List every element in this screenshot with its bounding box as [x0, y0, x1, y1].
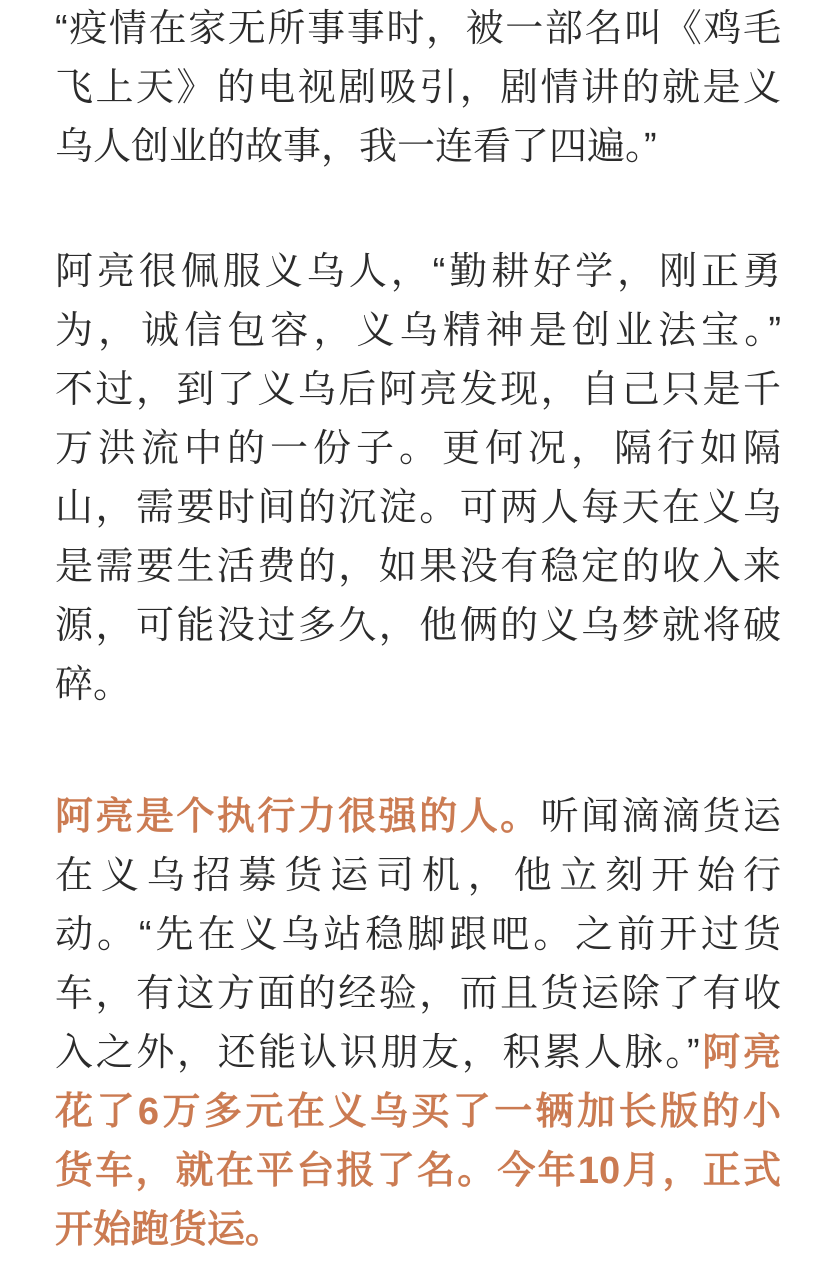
text-line — [55, 538, 781, 597]
text-line — [55, 479, 781, 538]
highlighted-text: 阿亮 — [699, 1032, 781, 1074]
text-line — [55, 302, 781, 361]
text-segment: “疫情在家无所事事时，被一部名叫《鸡毛 — [55, 8, 781, 50]
text-line — [55, 1142, 781, 1201]
text-line — [55, 0, 781, 59]
text-segment: 为，诚信包容，义乌精神是创业法宝。” — [55, 310, 781, 352]
text-line — [55, 420, 781, 479]
text-segment: 入之外，还能认识朋友，积累人脉。” — [55, 1032, 700, 1074]
text-segment: 听闻滴滴货运 — [540, 796, 781, 838]
text-line — [55, 597, 781, 656]
text-segment: 在义乌招募货运司机，他立刻开始行 — [55, 855, 781, 897]
highlighted-text: 开始跑货运。 — [55, 1209, 284, 1251]
paragraph — [55, 788, 781, 1260]
text-segment: 动。“先在义乌站稳脚跟吧。之前开过货 — [55, 914, 781, 956]
text-segment: 源，可能没过多久，他俩的义乌梦就将破 — [55, 605, 781, 647]
text-line — [55, 1083, 781, 1142]
text-segment: 飞上天》的电视剧吸引，剧情讲的就是义 — [55, 67, 781, 109]
highlighted-text: 阿亮是个执行力很强的人。 — [55, 796, 541, 838]
text-line — [55, 1201, 781, 1260]
text-segment: 山，需要时间的沉淀。可两人每天在义乌 — [55, 487, 781, 529]
text-segment: 万洪流中的一份子。更何况，隔行如隔 — [55, 428, 781, 470]
text-line — [55, 118, 781, 177]
text-line — [55, 656, 781, 715]
text-line — [55, 361, 781, 420]
text-segment: 乌人创业的故事，我一连看了四遍。” — [55, 126, 657, 168]
text-line — [55, 59, 781, 118]
text-segment: 不过，到了义乌后阿亮发现，自己只是千 — [55, 369, 781, 411]
text-line — [55, 847, 781, 906]
text-segment: 碎。 — [55, 664, 132, 706]
text-line — [55, 243, 781, 302]
text-line — [55, 788, 781, 847]
text-line — [55, 1024, 781, 1083]
text-segment: 车，有这方面的经验，而且货运除了有收 — [55, 973, 781, 1015]
text-line — [55, 965, 781, 1024]
highlighted-text: 货车，就在平台报了名。今年10月，正式 — [55, 1150, 781, 1192]
text-segment: 阿亮很佩服义乌人，“勤耕好学，刚正勇 — [55, 251, 781, 293]
text-line — [55, 906, 781, 965]
paragraph — [55, 0, 781, 177]
text-segment: 是需要生活费的，如果没有稳定的收入来 — [55, 546, 781, 588]
paragraph — [55, 243, 781, 715]
highlighted-text: 花了6万多元在义乌买了一辆加长版的小 — [55, 1091, 781, 1133]
